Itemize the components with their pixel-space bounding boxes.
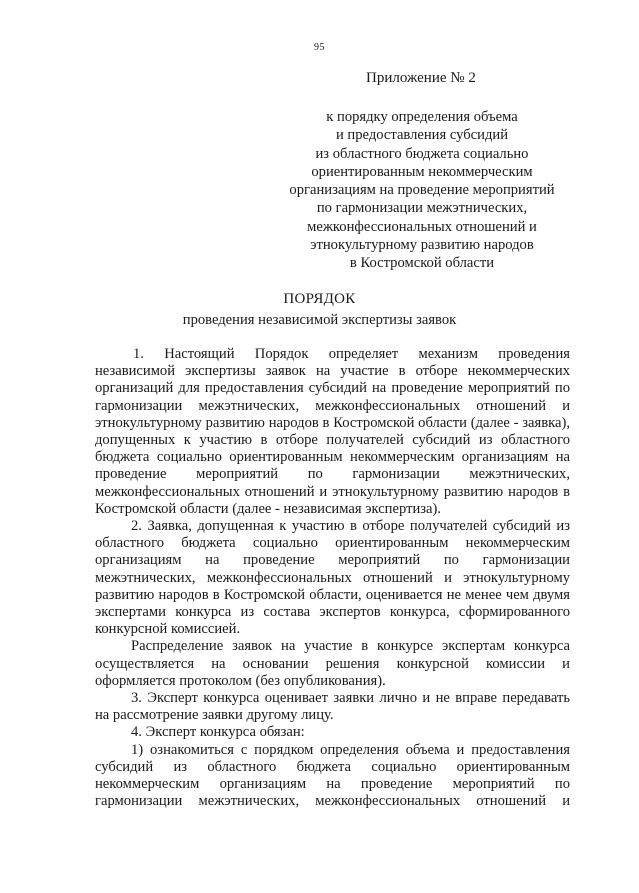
appendix-subtitle (258, 108, 586, 273)
page-number: 95 (314, 42, 325, 53)
paragraph-4: 4. Эксперт конкурса обязан: (131, 724, 305, 741)
appendix-subtitle-line: этнокультурному развитию народов (310, 237, 534, 254)
paragraph-2: 2. Заявка, допущенная к участию в отборе получателей субсидий из областного бюджета социально ориентированным некоммерческим организациям на проведение мероприятий по гармонизации межэтнических, межконфессиональных отношений и этнокультурному развитию народов в Костромской области, оценивается не менее чем двумя экспертами конкурса из состава экспертов конкурса, сформированного конкурсной комиссией. (95, 518, 570, 638)
document-body (95, 346, 570, 810)
document-subtitle: проведения независимой экспертизы заявок (182, 312, 457, 328)
appendix-title: Приложение № 2 (366, 70, 476, 86)
paragraph-2-distribution: Распределение заявок на участие в конкурсе экспертам конкурса осуществляется на основании решения конкурсной комиссии и оформляется протоколом (без опубликования). (95, 638, 570, 689)
document-title: ПОРЯДОК (283, 291, 356, 307)
appendix-subtitle-line: в Костромской области (349, 255, 495, 272)
appendix-subtitle-line: межконфессиональных отношений и (307, 218, 537, 235)
appendix-subtitle-line: из областного бюджета социально (315, 145, 529, 162)
appendix-subtitle-line: ориентированным некоммерческим (311, 163, 533, 180)
appendix-subtitle-line: организациям на проведение мероприятий (289, 182, 555, 199)
appendix-subtitle-line: и предоставления субсидий (335, 127, 509, 144)
paragraph-1: 1. Настоящий Порядок определяет механизм проведения независимой экспертизы заявок на участие в отборе некоммерческих организаций для предоставления субсидий на проведение мероприятий по гармонизации межэтнических, межконфессиональных отношений и этнокультурному развитию народов в Костромской области (далее - заявка), допущенных к участию в отборе получателей субсидий из областного бюджета социально ориентированным некоммерческим организациям на проведение мероприятий по гармонизации межэтнических, межконфессиональных отношений и этнокультурному развитию народов в Костромской области (далее - независимая экспертиза). (95, 346, 570, 517)
appendix-subtitle-line: по гармонизации межэтнических, (316, 200, 528, 217)
appendix-subtitle-line: к порядку определения объема (326, 109, 518, 125)
paragraph-4-item-1: 1) ознакомиться с порядком определения объема и предоставления субсидий из областного бюджета социально ориентированным некоммерческим организациям на проведение мероприятий по гармонизации межэтнических, межконфессиональных отношений и (95, 741, 570, 810)
paragraph-3: 3. Эксперт конкурса оценивает заявки лично и не вправе передавать на рассмотрение заявки другому лицу. (95, 690, 570, 724)
